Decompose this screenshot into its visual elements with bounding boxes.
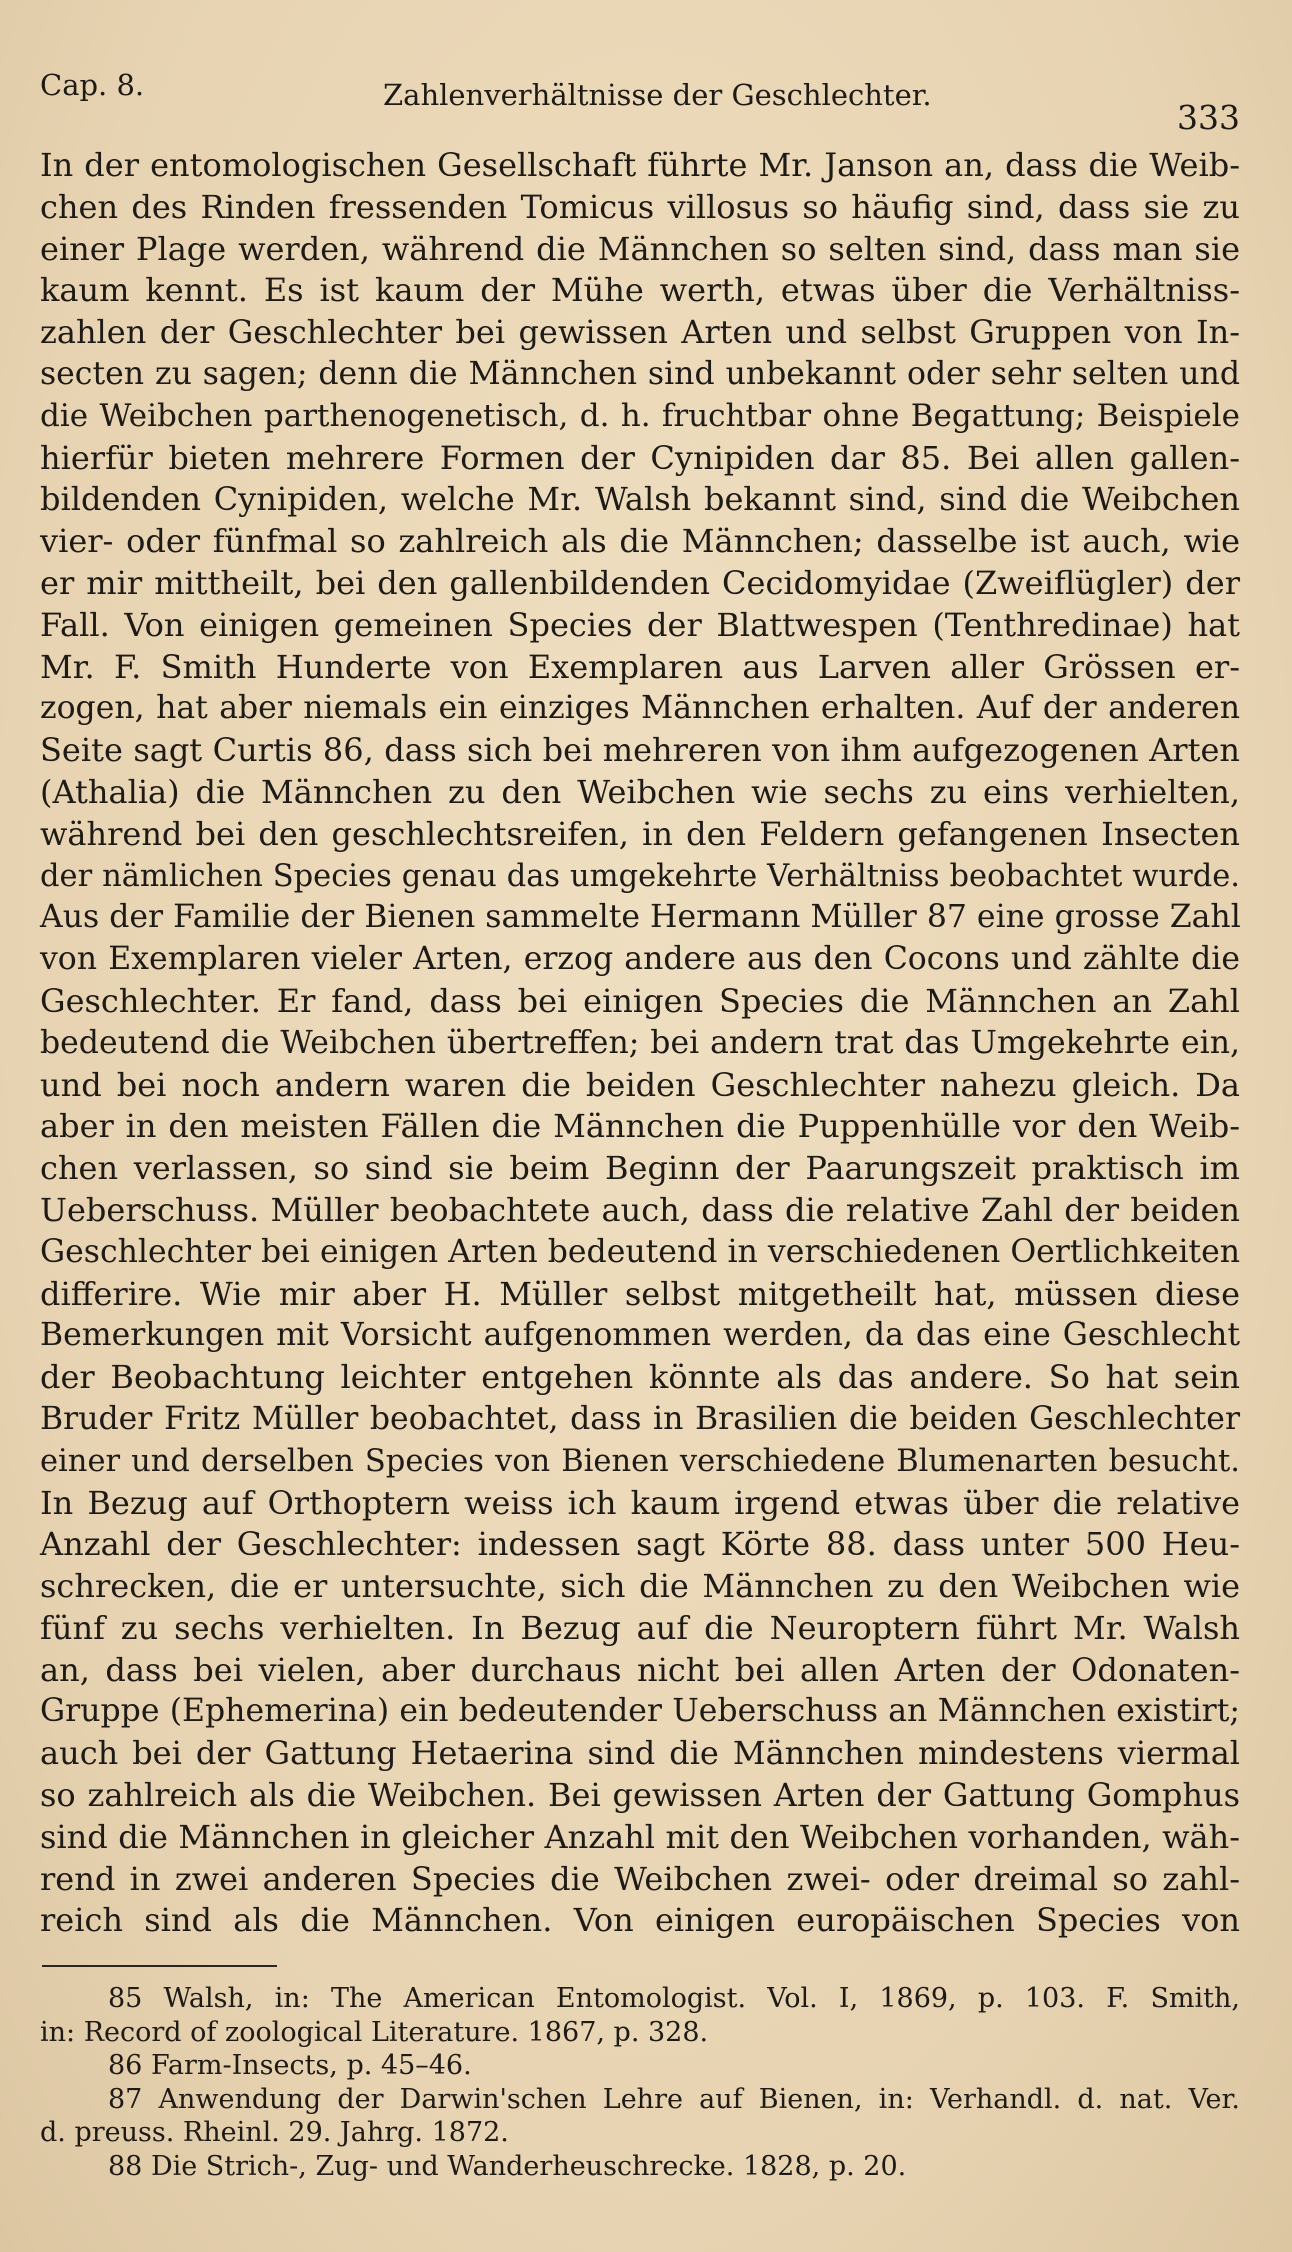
text-line: differire. Wie mir aber H. Müller selbst mitgetheilt hat, müssen diese xyxy=(40,1274,1240,1313)
text-line: von Exemplaren vieler Arten, erzog andere aus den Cocons und zählte die xyxy=(40,941,1240,978)
text-line: Anzahl der Geschlechter: indessen sagt Körte 88. dass unter 500 Heu- xyxy=(40,1525,1240,1564)
body-text xyxy=(40,145,1240,1942)
text-line: Gruppe (Ephemerina) ein bedeutender Ueberschuss an Männchen existirt; xyxy=(40,1693,1240,1730)
text-line: einer Plage werden, während die Männchen so selten sind, dass man sie xyxy=(40,229,1240,268)
footnote-86: 86 Farm-Insects, p. 45–46. xyxy=(108,2050,472,2082)
page-number: 333 xyxy=(1177,98,1240,137)
text-line: Seite sagt Curtis 86, dass sich bei mehreren von ihm aufgezogenen Arten xyxy=(40,731,1240,770)
text-line: der nämlichen Species genau das umgekehrte Verhältniss beobachtet wurde. xyxy=(40,858,1240,894)
footnote-rule xyxy=(42,1965,277,1967)
text-line: und bei noch andern waren die beiden Geschlechter nahezu gleich. Da xyxy=(40,1065,1240,1104)
text-line: an, dass bei vielen, aber durchaus nicht bei allen Arten der Odonaten- xyxy=(40,1650,1240,1689)
text-line: kaum kennt. Es ist kaum der Mühe werth, etwas über die Verhältniss- xyxy=(40,271,1240,310)
text-line: Geschlechter bei einigen Arten bedeutend in verschiedenen Oertlichkeiten xyxy=(40,1233,1240,1270)
text-line: die Weibchen parthenogenetisch, d. h. fruchtbar ohne Begattung; Beispiele xyxy=(40,397,1240,434)
text-line: Bemerkungen mit Vorsicht aufgenommen werden, da das eine Geschlecht xyxy=(40,1317,1240,1354)
text-line: einer und derselben Species von Bienen verschiedene Blumenarten besucht. xyxy=(40,1443,1240,1479)
footnote-87: 87 Anwendung der Darwin'schen Lehre auf Bienen, in: Verhandl. d. nat. Ver. xyxy=(108,2083,1240,2115)
text-line: Fall. Von einigen gemeinen Species der Blattwespen (Tenthredinae) hat xyxy=(40,605,1240,644)
running-title: Zahlenverhältnisse der Geschlechter. xyxy=(383,78,932,112)
text-line: In der entomologischen Gesellschaft führte Mr. Janson an, dass die Weib- xyxy=(40,146,1240,184)
text-line: während bei den geschlechtsreifen, in den Feldern gefangenen Insecten xyxy=(40,814,1240,853)
text-line: Aus der Familie der Bienen sammelte Hermann Müller 87 eine grosse Zahl xyxy=(40,899,1241,936)
text-line: aber in den meisten Fällen die Männchen die Puppenhülle vor den Weib- xyxy=(40,1107,1240,1146)
text-line: fünf zu sechs verhielten. In Bezug auf die Neuroptern führt Mr. Walsh xyxy=(40,1608,1240,1647)
text-line: secten zu sagen; denn die Männchen sind unbekannt oder sehr selten und xyxy=(40,355,1240,392)
text-line: Mr. F. Smith Hunderte von Exemplaren aus Larven aller Grössen er- xyxy=(40,647,1240,686)
text-line: bedeutend die Weibchen übertreffen; bei andern trat das Umgekehrte ein, xyxy=(40,1024,1240,1061)
text-line: hierfür bieten mehrere Formen der Cynipiden dar 85. Bei allen gallen- xyxy=(40,438,1240,477)
footnote-87-cont: d. preuss. Rheinl. 29. Jahrg. 1872. xyxy=(40,2117,509,2149)
chapter-label: Cap. 8. xyxy=(40,68,145,102)
text-line: zogen, hat aber niemals ein einziges Männchen erhalten. Auf der anderen xyxy=(40,690,1240,727)
running-header xyxy=(40,68,1240,137)
text-line: zahlen der Geschlechter bei gewissen Arten und selbst Gruppen von In- xyxy=(40,313,1240,352)
text-line: Geschlechter. Er fand, dass bei einigen Species die Männchen an Zahl xyxy=(40,981,1240,1020)
text-line: chen des Rinden fressenden Tomicus villosus so häufig sind, dass sie zu xyxy=(40,187,1240,226)
footnotes xyxy=(40,1982,1240,2184)
text-line: reich sind als die Männchen. Von einigen europäischen Species von xyxy=(40,1901,1240,1940)
text-line: In Bezug auf Orthoptern weiss ich kaum irgend etwas über die relative xyxy=(40,1483,1240,1522)
text-line: Ueberschuss. Müller beobachtete auch, dass die relative Zahl der beiden xyxy=(40,1190,1240,1229)
footnote-85: 85 Walsh, in: The American Entomologist. Vol. I, 1869, p. 103. F. Smith, xyxy=(108,1983,1240,2014)
text-line: sind die Männchen in gleicher Anzahl mit den Weibchen vorhanden, wäh- xyxy=(40,1817,1240,1856)
footnote-88: 88 Die Strich-, Zug- und Wanderheuschrecke. 1828, p. 20. xyxy=(108,2150,907,2182)
text-line: chen verlassen, so sind sie beim Beginn der Paarungszeit praktisch im xyxy=(40,1149,1240,1188)
text-line: bildenden Cynipiden, welche Mr. Walsh bekannt sind, sind die Weibchen xyxy=(40,480,1240,519)
text-line: so zahlreich als die Weibchen. Bei gewissen Arten der Gattung Gomphus xyxy=(40,1776,1240,1815)
text-line: der Beobachtung leichter entgehen könnte als das andere. So hat sein xyxy=(40,1358,1240,1397)
text-line: (Athalia) die Männchen zu den Weibchen wie sechs zu eins verhielten, xyxy=(40,772,1240,811)
text-line: schrecken, die er untersuchte, sich die Männchen zu den Weibchen wie xyxy=(40,1567,1240,1606)
text-line: Bruder Fritz Müller beobachtet, dass in Brasilien die beiden Geschlechter xyxy=(40,1400,1240,1437)
text-line: rend in zwei anderen Species die Weibchen zwei- oder dreimal so zahl- xyxy=(40,1859,1240,1898)
text-line: vier- oder fünfmal so zahlreich als die Männchen; dasselbe ist auch, wie xyxy=(40,522,1240,561)
footnote-85-cont: in: Record of zoological Literature. 1867, p. 328. xyxy=(40,2016,709,2048)
text-line: auch bei der Gattung Hetaerina sind die Männchen mindestens viermal xyxy=(40,1734,1240,1773)
text-line: er mir mittheilt, bei den gallenbildenden Cecidomyidae (Zweiflügler) der xyxy=(40,563,1240,602)
